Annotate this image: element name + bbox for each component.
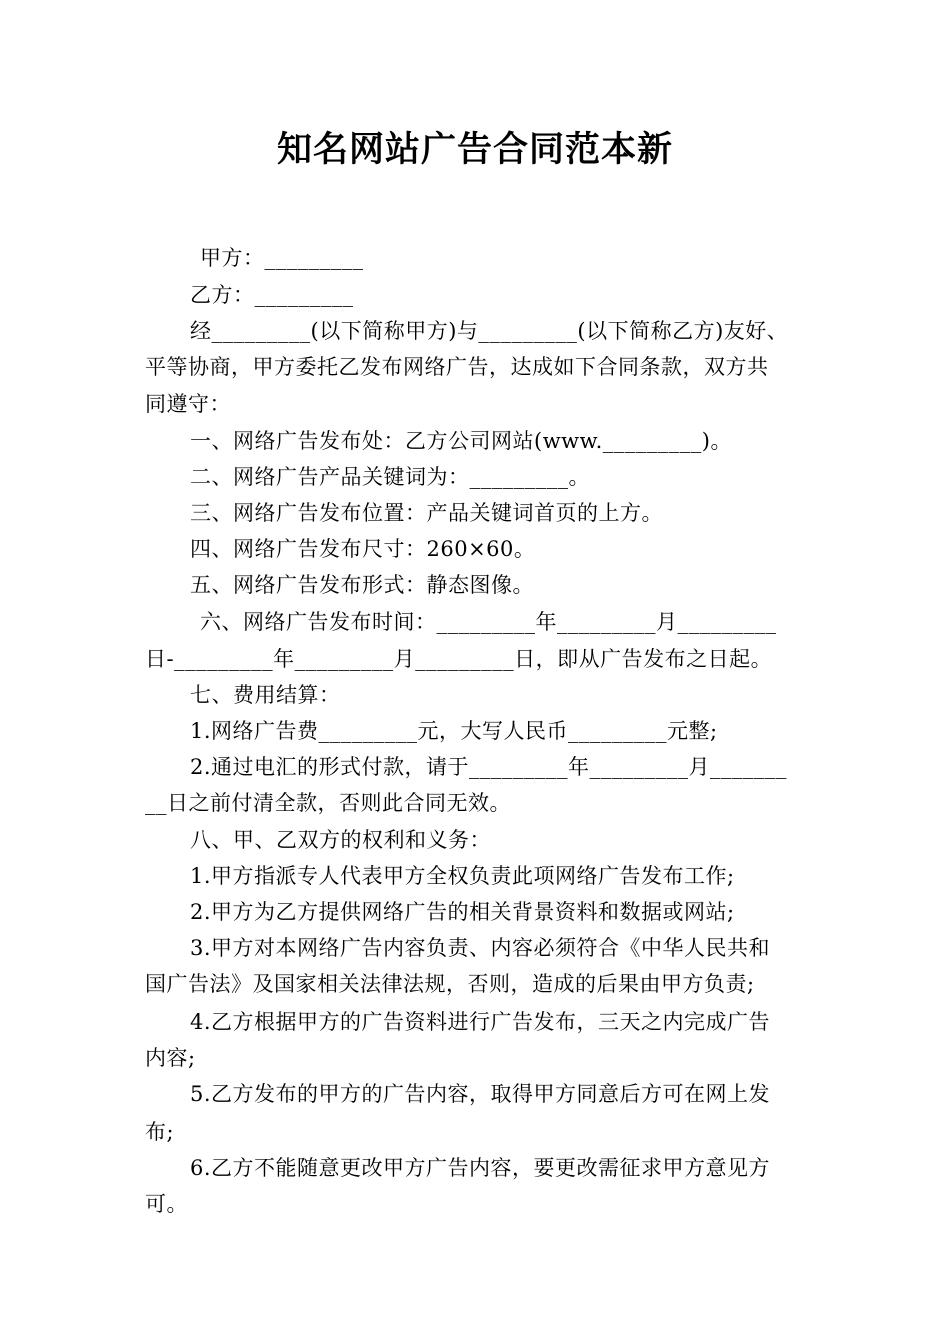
clause-8-item-4-line-1: 4.乙方根据甲方的广告资料进行广告发布，三天之内完成广告 bbox=[190, 1010, 771, 1034]
clause-4: 四、网络广告发布尺寸：260×60。 bbox=[190, 537, 536, 561]
clause-8-item-6-line-2: 可。 bbox=[145, 1192, 188, 1216]
clause-1: 一、网络广告发布处：乙方公司网站(www._________)。 bbox=[190, 429, 732, 453]
clause-2: 二、网络广告产品关键词为：_________。 bbox=[190, 465, 590, 489]
clause-7-item-2-line-2: __日之前付清全款，否则此合同无效。 bbox=[145, 791, 511, 815]
clause-6-line-2: 日-_________年_________月_________日，即从广告发布之日起。 bbox=[145, 647, 773, 671]
clause-8-item-2: 2.甲方为乙方提供网络广告的相关背景资料和数据或网站; bbox=[190, 900, 735, 924]
clause-8-item-4-line-2: 内容; bbox=[145, 1046, 196, 1070]
clause-8-item-3-line-2: 国广告法》及国家相关法律法规，否则，造成的后果由甲方负责; bbox=[145, 972, 755, 996]
clause-3: 三、网络广告发布位置：产品关键词首页的上方。 bbox=[190, 501, 663, 525]
intro-paragraph-line-1: 经_________(以下简称甲方)与_________(以下简称乙方)友好、 bbox=[190, 319, 789, 343]
clause-6-line-1: 六、网络广告发布时间：_________年_________月_________ bbox=[200, 610, 777, 634]
clause-8-item-3-line-1: 3.甲方对本网络广告内容负责、内容必须符合《中华人民共和 bbox=[190, 936, 771, 960]
intro-paragraph-line-3: 同遵守： bbox=[145, 392, 231, 416]
clause-8-item-1: 1.甲方指派专人代表甲方全权负责此项网络广告发布工作; bbox=[190, 864, 735, 888]
clause-5: 五、网络广告发布形式：静态图像。 bbox=[190, 573, 534, 597]
clause-8-item-5-line-2: 布; bbox=[145, 1120, 175, 1144]
party-a-line: 甲方：_________ bbox=[200, 246, 364, 270]
party-b-line: 乙方：_________ bbox=[190, 283, 354, 307]
intro-paragraph-line-2: 平等协商，甲方委托乙发布网络广告，达成如下合同条款，双方共 bbox=[145, 355, 769, 379]
clause-7-heading: 七、费用结算： bbox=[190, 683, 341, 707]
clause-7-item-1: 1.网络广告费_________元，大写人民币_________元整; bbox=[190, 719, 718, 743]
clause-8-item-6-line-1: 6.乙方不能随意更改甲方广告内容，要更改需征求甲方意见方 bbox=[190, 1156, 771, 1180]
clause-7-item-2-line-1: 2.通过电汇的形式付款，请于_________年_________月_______ bbox=[190, 755, 788, 779]
clause-8-heading: 八、甲、乙双方的权利和义务： bbox=[190, 828, 491, 852]
clause-8-item-5-line-1: 5.乙方发布的甲方的广告内容，取得甲方同意后方可在网上发 bbox=[190, 1082, 771, 1106]
document-title: 知名网站广告合同范本新 bbox=[276, 130, 673, 170]
